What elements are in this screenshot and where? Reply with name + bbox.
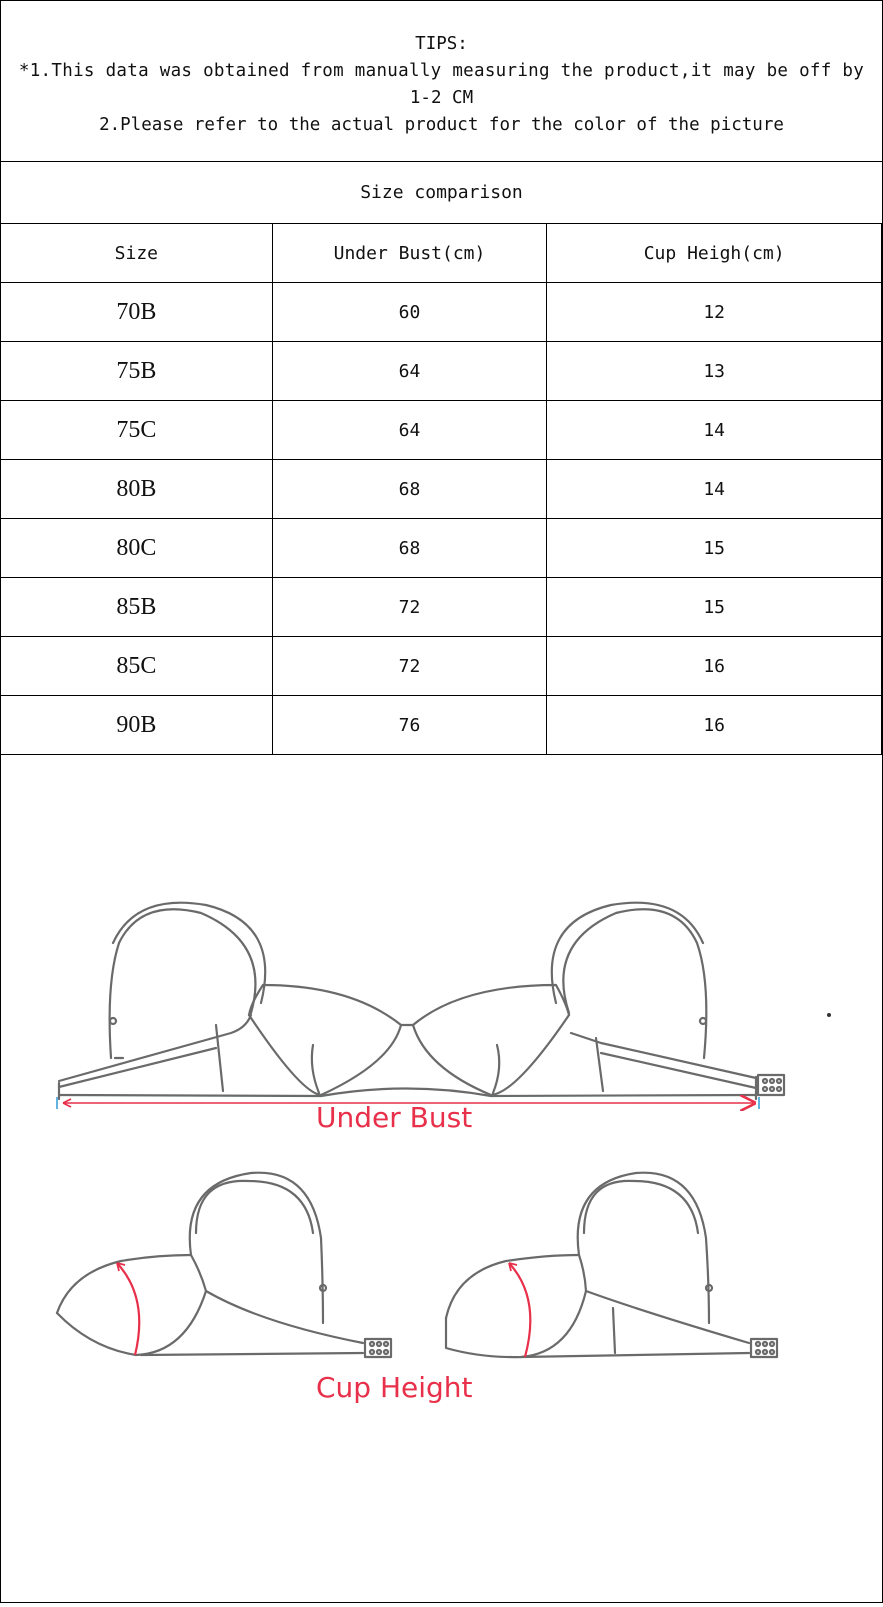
table-row	[1, 460, 882, 519]
cup-height-cell: 12	[547, 283, 882, 342]
table-row	[1, 519, 882, 578]
cup-height-cell: 15	[547, 519, 882, 578]
size-cell: 75C	[1, 401, 273, 460]
side-bra-drawing-right	[446, 1173, 777, 1357]
tips-line-2: 1-2 CM	[409, 88, 474, 108]
header-size: Size	[1, 224, 273, 283]
header-cup-height: Cup Heigh(cm)	[547, 224, 882, 283]
table-row	[1, 401, 882, 460]
size-cell: 90B	[1, 696, 273, 755]
size-cell: 80C	[1, 519, 273, 578]
cup-height-cell: 14	[547, 460, 882, 519]
size-table	[0, 223, 882, 755]
size-cell: 80B	[1, 460, 273, 519]
table-row	[1, 696, 882, 755]
under-bust-label: Under Bust	[316, 1101, 473, 1134]
cup-height-cell: 15	[547, 578, 882, 637]
tips-section	[1, 1, 882, 162]
under-bust-cell: 68	[272, 460, 547, 519]
size-cell: 75B	[1, 342, 273, 401]
cup-height-label: Cup Height	[316, 1371, 473, 1404]
cup-height-cell: 13	[547, 342, 882, 401]
size-cell: 85B	[1, 578, 273, 637]
table-row	[1, 283, 882, 342]
table-row	[1, 342, 882, 401]
table-row	[1, 578, 882, 637]
bra-diagram-svg	[1, 763, 882, 1602]
table-caption: Size comparison	[1, 163, 882, 224]
tips-title: TIPS:	[415, 34, 468, 54]
size-cell: 85C	[1, 637, 273, 696]
under-bust-cell: 64	[272, 342, 547, 401]
cup-height-arrow-left	[117, 1263, 139, 1355]
cup-height-cell: 16	[547, 696, 882, 755]
tips-line-3: 2.Please refer to the actual product for the color of the picture	[99, 115, 784, 135]
under-bust-cell: 72	[272, 578, 547, 637]
under-bust-cell: 72	[272, 637, 547, 696]
table-row	[1, 637, 882, 696]
cup-height-arrow-right	[509, 1263, 530, 1357]
cup-height-cell: 14	[547, 401, 882, 460]
table-header-row	[1, 224, 882, 283]
under-bust-cell: 76	[272, 696, 547, 755]
under-bust-cell: 68	[272, 519, 547, 578]
size-cell: 70B	[1, 283, 273, 342]
measurement-illustration	[1, 763, 882, 1602]
cup-height-cell: 16	[547, 637, 882, 696]
under-bust-cell: 60	[272, 283, 547, 342]
side-bra-drawing-left	[57, 1173, 391, 1357]
header-under-bust: Under Bust(cm)	[272, 224, 547, 283]
tips-line-1: *1.This data was obtained from manually measuring the product,it may be off by	[18, 61, 865, 81]
front-bra-drawing	[59, 903, 784, 1099]
under-bust-cell: 64	[272, 401, 547, 460]
